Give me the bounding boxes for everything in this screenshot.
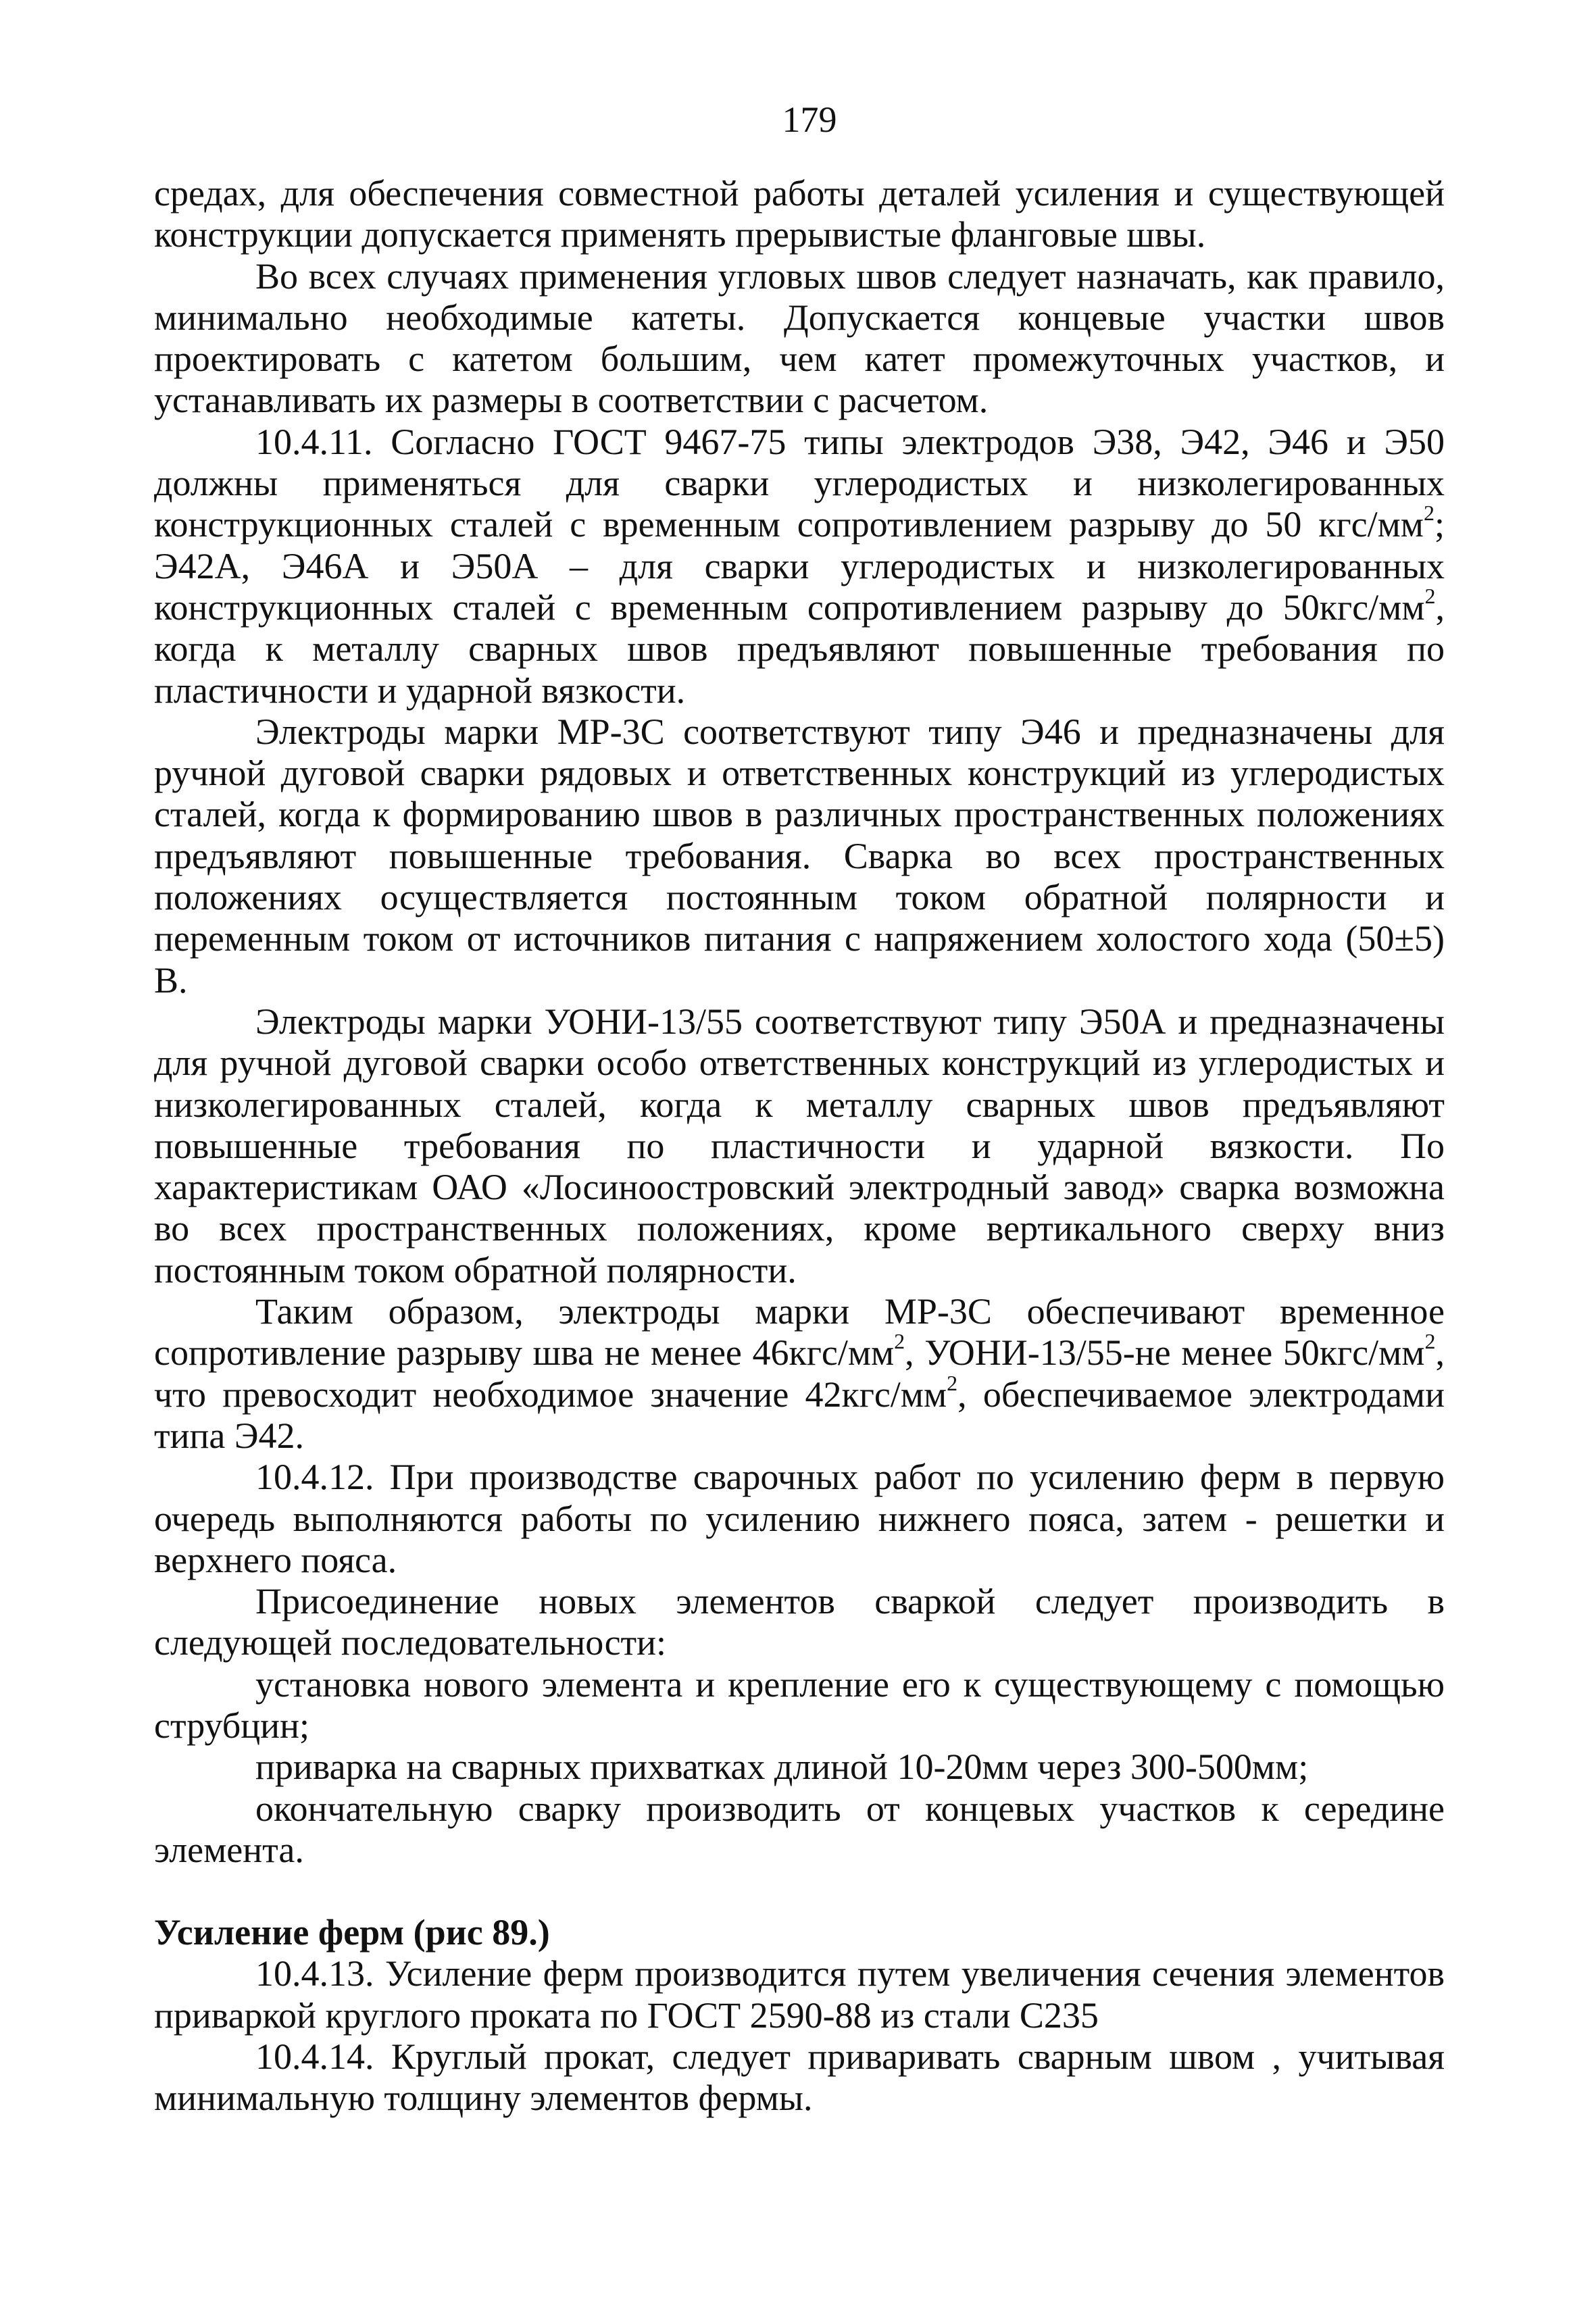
text-fragment: , обеспечиваемое электродами типа Э42. [154,1374,1445,1456]
superscript: 2 [1423,501,1435,526]
superscript: 2 [1424,583,1436,608]
text-fragment: Таким образом, электроды марки МР-3С обеспечивают временное сопротивление разрыву шва не менее 46кгс/мм [154,1291,1445,1374]
text-fragment: 10.4.11. Согласно ГОСТ 9467-75 типы электродов Э38, Э42, Э46 и Э50 должны применяться для сварки углеродистых и низколегированных конструкционных сталей с временным сопротивлением разрыву до 50 кгс/мм [154,421,1445,545]
text-fragment: , когда к металлу сварных швов предъявляют повышенные требования по пластичности и ударной вязкости. [154,586,1445,711]
text-fragment: , УОНИ-13/55-не менее 50кгс/мм [905,1332,1425,1374]
page-number: 179 [782,99,837,140]
paragraph-continuation: средах, для обеспечения совместной работы деталей усиления и существующей конструкции допускается применять прерывистые фланговые швы. [154,173,1445,255]
paragraph-10-4-12: 10.4.12. При производстве сварочных работ по усилению ферм в первую очередь выполняются работы по усилению нижнего пояса, затем - решетки и верхнего пояса. [154,1457,1445,1580]
superscript: 2 [1424,1329,1436,1354]
text-fragment: , что превосходит необходимое значение 42кгс/мм [154,1332,1445,1415]
paragraph-10-4-11 [154,422,1445,711]
document-page [154,101,1445,2119]
paragraph-electrodes-uoni: Электроды марки УОНИ-13/55 соответствуют типу Э50А и предназначены для ручной дуговой сварки особо ответственных конструкций из углеродистых и низколегированных сталей, когда к металлу сварных швов предъявляют повышенные требования по пластичности и ударной вязкости. По характеристикам ОАО «Лосиноостровский электродный завод» сварка возможна во всех пространственных положениях, кроме вертикального сверху вниз постоянным током обратной полярности. [154,1001,1445,1290]
paragraph-10-4-13: 10.4.13. Усиление ферм производится путем увеличения сечения элементов приваркой круглого проката по ГОСТ 2590-88 из стали С235 [154,1953,1445,2036]
list-item: окончательную сварку производить от концевых участков к середине элемента. [154,1788,1445,1870]
list-item: установка нового элемента и крепление его к существующему с помощью струбцин; [154,1663,1445,1746]
paragraph-conclusion [154,1291,1445,1457]
paragraph-sequence-intro: Присоединение новых элементов сваркой следует производить в следующей последовательности: [154,1581,1445,1663]
paragraph-10-4-14: 10.4.14. Круглый прокат, следует приваривать сварным швом , учитывая минимальную толщину элементов фермы. [154,2036,1445,2119]
superscript: 2 [947,1370,958,1395]
superscript: 2 [894,1329,905,1354]
section-heading: Усиление ферм (рис 89.) [154,1912,550,1953]
paragraph-electrodes-mr3s: Электроды марки МР-3С соответствуют типу Э46 и предназначены для ручной дуговой сварки рядовых и ответственных конструкций из углеродистых сталей, когда к формированию швов в различных пространственных положениях предъявляют повышенные требования. Сварка во всех пространственных положениях осуществляется постоянным током обратной полярности и переменным током от источников питания с напряжением холостого хода (50±5) В. [154,711,1445,1001]
list-item: приварка на сварных прихватках длиной 10-20мм через 300-500мм; [255,1746,1309,1788]
paragraph-fillet-welds: Во всех случаях применения угловых швов следует назначать, как правило, минимально необходимые катеты. Допускается концевые участки швов проектировать с катетом большим, чем катет промежуточных участков, и устанавливать их размеры в соответствии с расчетом. [154,255,1445,421]
text-fragment: ; Э42А, Э46А и Э50А – для сварки углеродистых и низколегированных конструкционных сталей с временным сопротивлением разрыву до 50кгс/мм [154,504,1445,628]
